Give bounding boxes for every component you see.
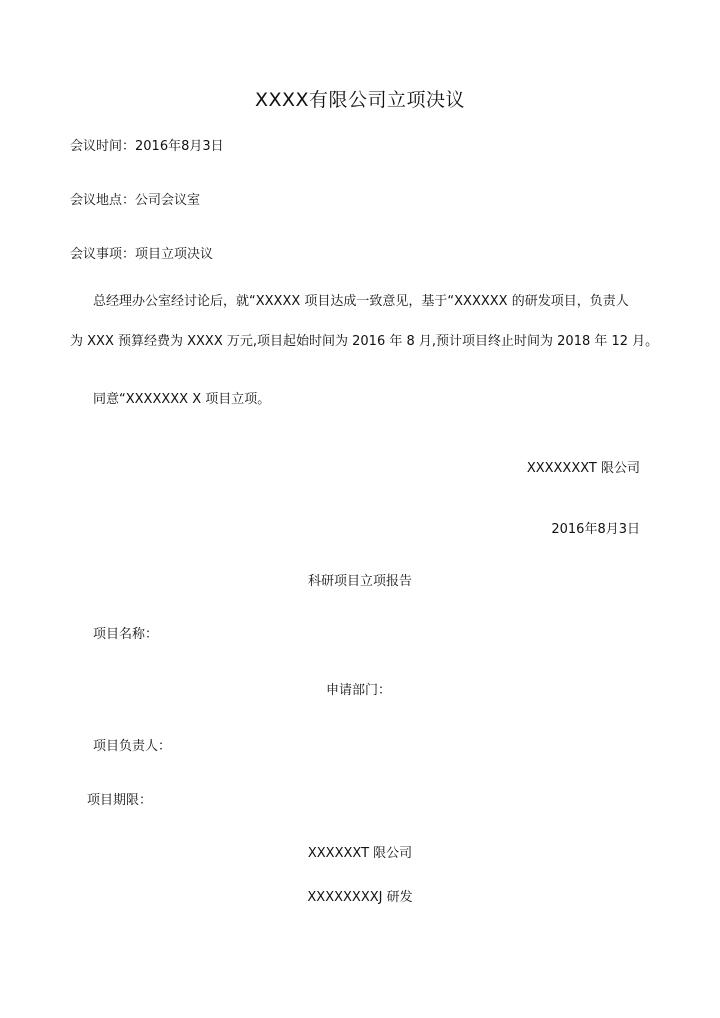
department-label: 申请部门： — [326, 683, 392, 698]
meeting-place: 会议地点：公司会议室 — [70, 193, 201, 208]
company-signature: XXXXXXXT 限公司 — [526, 461, 640, 476]
report-company: XXXXXXT 限公司 — [307, 846, 413, 861]
decision-title: XXXX有限公司立项决议 — [254, 89, 466, 111]
report-development: XXXXXXXXJ 研发 — [307, 890, 413, 905]
project-name-label: 项目名称： — [93, 627, 159, 642]
project-period-label: 项目期限： — [87, 793, 153, 808]
signature-date: 2016年8月3日 — [551, 522, 640, 537]
meeting-time: 会议时间：2016年8月3日 — [70, 139, 224, 154]
project-leader-label: 项目负责人： — [93, 739, 172, 754]
meeting-matter: 会议事项：项目立项决议 — [70, 247, 214, 262]
decision-body-line-2: 为 XXX 预算经费为 XXXX 万元,项目起始时间为 2016 年 8 月,预计项目终止时间为 2018 年 12 月。 — [70, 334, 659, 349]
report-title: 科研项目立项报告 — [307, 574, 412, 589]
decision-body-line-1: 总经理办公室经讨论后，就“XXXXX 项目达成一致意见，基于“XXXXXX 的研发项目，负责人 — [93, 294, 629, 309]
agree-statement: 同意“XXXXXXX X 项目立项。 — [93, 392, 271, 407]
